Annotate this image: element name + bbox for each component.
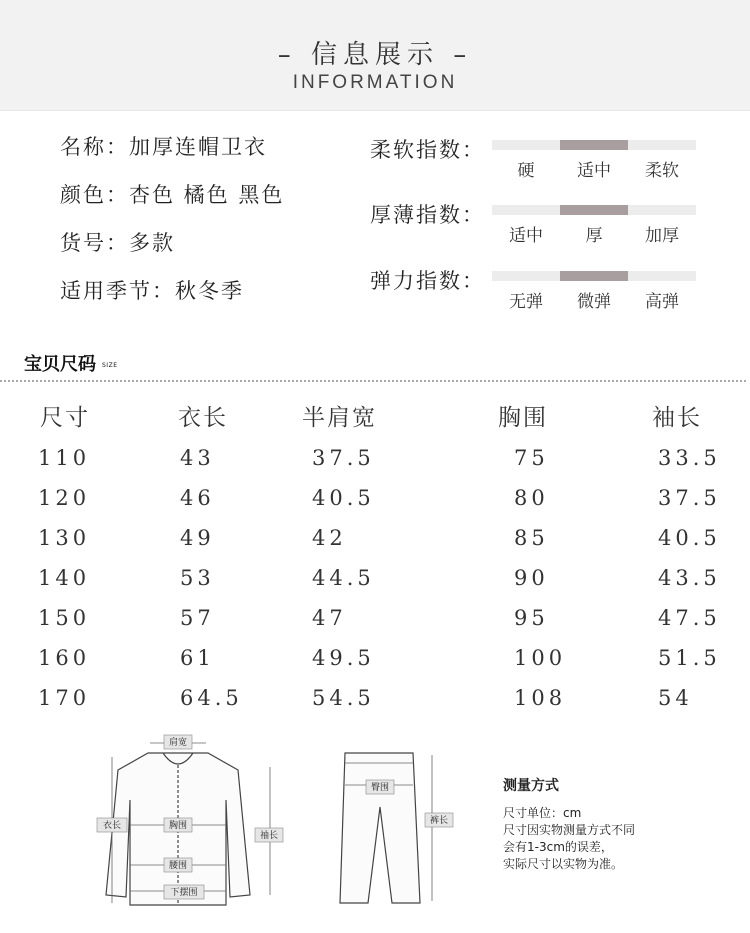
table-cell: 80	[514, 486, 549, 510]
index-option: 硬	[517, 161, 535, 181]
index-scale-bar	[492, 205, 696, 215]
size-table	[0, 398, 750, 718]
info-value: 秋冬季	[175, 279, 244, 303]
table-row	[0, 518, 750, 558]
index-label: 弹力指数：	[370, 269, 485, 293]
info-row-season	[60, 276, 284, 324]
table-cell: 140	[38, 566, 91, 590]
table-cell: 150	[38, 606, 91, 630]
table-cell: 40.5	[312, 486, 375, 510]
table-cell: 75	[514, 446, 549, 470]
measurement-notes	[503, 775, 635, 873]
table-cell: 110	[38, 446, 91, 470]
product-info	[60, 132, 284, 324]
table-cell: 90	[514, 566, 549, 590]
label-hip: 臀围	[370, 783, 390, 793]
measure-line: 会有1-3cm的误差，	[503, 840, 613, 854]
table-cell: 53	[180, 566, 215, 590]
table-cell: 47.5	[658, 606, 721, 630]
index-option: 无弹	[509, 292, 543, 312]
label-pants-length: 裤长	[429, 816, 449, 826]
table-cell: 64.5	[180, 686, 243, 710]
garment-illustration	[0, 725, 750, 925]
table-row	[0, 558, 750, 598]
table-cell: 42	[312, 526, 347, 550]
table-cell: 61	[180, 646, 215, 670]
measure-line: 尺寸因实物测量方式不同	[503, 823, 636, 837]
info-label: 适用季节：	[60, 279, 175, 303]
info-label: 货号：	[60, 231, 129, 255]
size-title: 宝贝尺码	[24, 354, 96, 375]
table-cell: 108	[514, 686, 567, 710]
table-header-row	[0, 398, 750, 438]
label-body-length: 衣长	[102, 821, 122, 831]
header-title: – 信息展示 –	[277, 40, 473, 70]
info-label: 名称：	[60, 135, 129, 159]
table-cell: 120	[38, 486, 91, 510]
table-cell: 37.5	[312, 446, 375, 470]
table-cell: 95	[514, 606, 549, 630]
index-option: 高弹	[645, 292, 679, 312]
table-row	[0, 438, 750, 478]
table-cell: 37.5	[658, 486, 721, 510]
size-subtitle: SIZE	[102, 361, 118, 369]
header-subtitle: INFORMATION	[292, 72, 458, 93]
measurement-diagram	[0, 725, 750, 925]
column-header: 半肩宽	[302, 405, 377, 431]
info-value: 多款	[129, 231, 175, 255]
table-cell: 160	[38, 646, 91, 670]
table-cell: 43	[180, 446, 215, 470]
index-scale-bar	[492, 140, 696, 150]
table-cell: 49	[180, 526, 215, 550]
table-cell: 100	[514, 646, 567, 670]
index-level-mark	[560, 140, 628, 150]
table-body	[0, 438, 750, 718]
label-sleeve: 袖长	[259, 831, 279, 841]
index-option: 微弹	[577, 292, 611, 312]
info-label: 颜色：	[60, 183, 129, 207]
column-header: 胸围	[498, 405, 548, 431]
index-option: 适中	[577, 161, 611, 181]
table-cell: 170	[38, 686, 91, 710]
table-cell: 40.5	[658, 526, 721, 550]
column-header: 尺寸	[40, 405, 90, 431]
table-row	[0, 598, 750, 638]
table-cell: 57	[180, 606, 215, 630]
index-option: 厚	[585, 226, 603, 246]
info-row-sku	[60, 228, 284, 276]
index-level-mark	[560, 205, 628, 215]
info-value: 杏色 橘色 黑色	[129, 183, 285, 207]
info-row-color	[60, 180, 284, 228]
size-section-title	[24, 350, 117, 376]
table-cell: 54.5	[312, 686, 375, 710]
table-cell: 54	[658, 686, 693, 710]
table-cell: 85	[514, 526, 549, 550]
measure-title: 测量方式	[503, 778, 559, 794]
index-option: 加厚	[645, 226, 679, 246]
info-row-name	[60, 132, 284, 180]
index-options	[492, 287, 696, 311]
table-row	[0, 678, 750, 718]
label-waist: 腰围	[168, 861, 188, 871]
measure-line: 实际尺寸以实物为准。	[503, 857, 624, 871]
info-value: 加厚连帽卫衣	[129, 135, 267, 159]
table-cell: 43.5	[658, 566, 721, 590]
index-level-mark	[560, 271, 628, 281]
table-cell: 130	[38, 526, 91, 550]
info-header	[0, 0, 750, 111]
index-options	[492, 221, 696, 245]
index-option: 适中	[509, 226, 543, 246]
label-chest: 胸围	[168, 821, 188, 831]
pants-icon	[340, 753, 420, 903]
column-header: 袖长	[652, 405, 702, 431]
label-hem: 下摆围	[170, 888, 198, 898]
index-scale-bar	[492, 271, 696, 281]
table-row	[0, 478, 750, 518]
index-label: 柔软指数：	[370, 138, 485, 162]
table-cell: 51.5	[658, 646, 721, 670]
measure-line: 尺寸单位：cm	[503, 806, 582, 820]
table-cell: 33.5	[658, 446, 721, 470]
table-cell: 44.5	[312, 566, 375, 590]
table-cell: 49.5	[312, 646, 375, 670]
dotted-divider	[0, 380, 746, 382]
table-row	[0, 638, 750, 678]
table-cell: 46	[180, 486, 215, 510]
table-cell: 47	[312, 606, 347, 630]
index-options	[492, 156, 696, 180]
label-shoulder: 肩宽	[168, 738, 188, 748]
index-label: 厚薄指数：	[370, 203, 485, 227]
index-option: 柔软	[645, 161, 679, 181]
column-header: 衣长	[178, 405, 228, 431]
